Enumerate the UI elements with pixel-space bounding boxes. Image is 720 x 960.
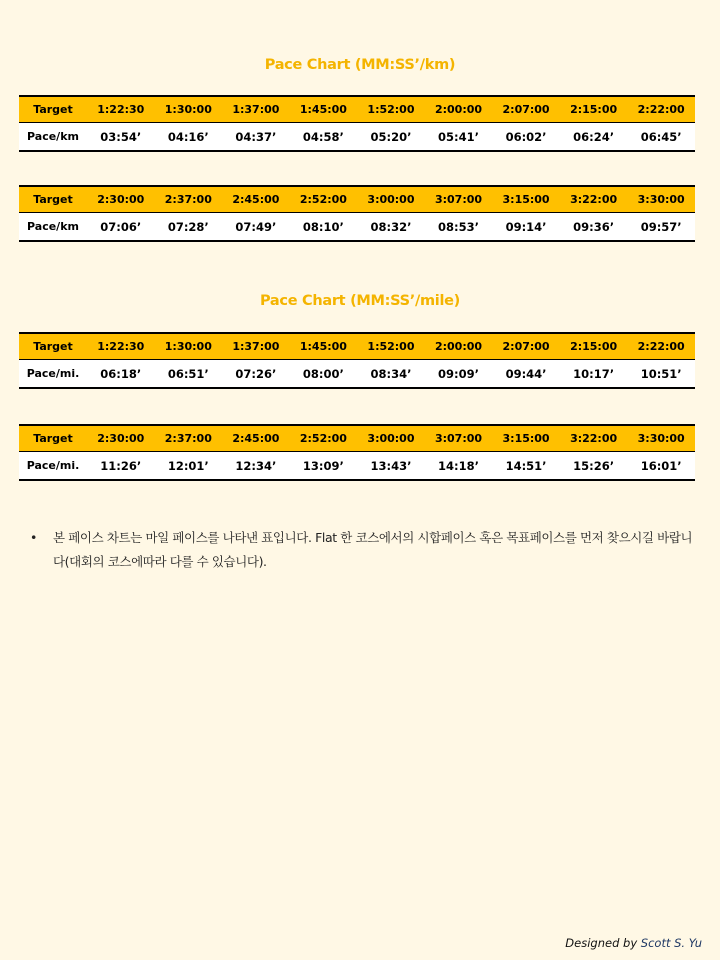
target-cell: 3:00:00 <box>357 186 425 213</box>
pace-cell: 03:54’ <box>87 123 155 152</box>
target-cell: 1:45:00 <box>290 96 358 123</box>
km-pace-table-2 <box>19 185 695 242</box>
target-label: Target <box>19 425 87 452</box>
credit-author: Scott S. Yu <box>640 936 702 950</box>
target-row <box>19 425 695 452</box>
pace-cell: 14:18’ <box>425 452 493 481</box>
pace-row <box>19 213 695 242</box>
pace-cell: 08:10’ <box>290 213 358 242</box>
target-label: Target <box>19 186 87 213</box>
km-chart-title: Pace Chart (MM:SS’/km) <box>264 57 456 73</box>
pace-cell: 07:49’ <box>222 213 290 242</box>
pace-row <box>19 123 695 152</box>
pace-cell: 05:20’ <box>357 123 425 152</box>
pace-label: Pace/km <box>19 123 87 152</box>
target-cell: 3:07:00 <box>425 186 493 213</box>
pace-cell: 12:01’ <box>155 452 223 481</box>
pace-cell: 08:34’ <box>357 360 425 389</box>
mile-chart-title: Pace Chart (MM:SS’/mile) <box>259 293 460 309</box>
target-cell: 3:15:00 <box>492 186 560 213</box>
pace-cell: 06:24’ <box>560 123 628 152</box>
pace-cell: 09:57’ <box>627 213 695 242</box>
pace-cell: 06:51’ <box>155 360 223 389</box>
pace-cell: 07:06’ <box>87 213 155 242</box>
km-pace-table-1 <box>19 95 695 152</box>
target-cell: 1:22:30 <box>87 333 155 360</box>
target-cell: 1:52:00 <box>357 96 425 123</box>
target-label: Target <box>19 96 87 123</box>
target-cell: 1:22:30 <box>87 96 155 123</box>
pace-row <box>19 360 695 389</box>
target-cell: 2:07:00 <box>492 333 560 360</box>
target-cell: 2:15:00 <box>560 96 628 123</box>
target-cell: 2:22:00 <box>627 96 695 123</box>
target-cell: 2:45:00 <box>222 425 290 452</box>
target-cell: 3:30:00 <box>627 425 695 452</box>
target-cell: 1:37:00 <box>222 333 290 360</box>
target-cell: 1:52:00 <box>357 333 425 360</box>
pace-label: Pace/mi. <box>19 360 87 389</box>
target-cell: 2:22:00 <box>627 333 695 360</box>
pace-cell: 04:37’ <box>222 123 290 152</box>
target-label: Target <box>19 333 87 360</box>
pace-cell: 07:26’ <box>222 360 290 389</box>
bullet-icon: • <box>30 530 37 545</box>
target-cell: 2:00:00 <box>425 333 493 360</box>
target-row <box>19 96 695 123</box>
target-cell: 3:22:00 <box>560 186 628 213</box>
pace-cell: 06:02’ <box>492 123 560 152</box>
target-row <box>19 333 695 360</box>
pace-cell: 16:01’ <box>627 452 695 481</box>
target-cell: 2:37:00 <box>155 425 223 452</box>
credit-prefix: Designed by <box>565 936 638 950</box>
target-cell: 2:30:00 <box>87 425 155 452</box>
pace-row <box>19 452 695 481</box>
pace-label: Pace/km <box>19 213 87 242</box>
pace-cell: 13:09’ <box>290 452 358 481</box>
target-cell: 1:37:00 <box>222 96 290 123</box>
target-cell: 1:30:00 <box>155 333 223 360</box>
note-text: 본 페이스 차트는 마일 페이스를 나타낸 표입니다. Flat 한 코스에서의 시합페이스 혹은 목표페이스를 먼저 찾으시길 바랍니다(대회의 코스에따라 다를 수 있습니다). <box>53 530 693 569</box>
pace-cell: 15:26’ <box>560 452 628 481</box>
designer-credit <box>565 936 702 950</box>
pace-cell: 09:44’ <box>492 360 560 389</box>
pace-cell: 08:32’ <box>357 213 425 242</box>
target-cell: 1:45:00 <box>290 333 358 360</box>
pace-cell: 09:14’ <box>492 213 560 242</box>
pace-cell: 13:43’ <box>357 452 425 481</box>
target-cell: 3:30:00 <box>627 186 695 213</box>
pace-cell: 10:17’ <box>560 360 628 389</box>
target-cell: 1:30:00 <box>155 96 223 123</box>
pace-cell: 08:00’ <box>290 360 358 389</box>
pace-cell: 05:41’ <box>425 123 493 152</box>
pace-cell: 04:58’ <box>290 123 358 152</box>
pace-cell: 12:34’ <box>222 452 290 481</box>
target-cell: 2:45:00 <box>222 186 290 213</box>
target-cell: 2:00:00 <box>425 96 493 123</box>
target-row <box>19 186 695 213</box>
target-cell: 2:37:00 <box>155 186 223 213</box>
mile-pace-table-2 <box>19 424 695 481</box>
target-cell: 3:07:00 <box>425 425 493 452</box>
target-cell: 3:00:00 <box>357 425 425 452</box>
pace-cell: 09:36’ <box>560 213 628 242</box>
target-cell: 2:30:00 <box>87 186 155 213</box>
target-cell: 3:22:00 <box>560 425 628 452</box>
pace-cell: 10:51’ <box>627 360 695 389</box>
pace-cell: 08:53’ <box>425 213 493 242</box>
pace-cell: 07:28’ <box>155 213 223 242</box>
target-cell: 2:52:00 <box>290 425 358 452</box>
pace-cell: 11:26’ <box>87 452 155 481</box>
target-cell: 3:15:00 <box>492 425 560 452</box>
pace-label: Pace/mi. <box>19 452 87 481</box>
pace-cell: 06:18’ <box>87 360 155 389</box>
target-cell: 2:15:00 <box>560 333 628 360</box>
pace-cell: 14:51’ <box>492 452 560 481</box>
pace-cell: 06:45’ <box>627 123 695 152</box>
mile-pace-table-1 <box>19 332 695 389</box>
pace-cell: 04:16’ <box>155 123 223 152</box>
target-cell: 2:07:00 <box>492 96 560 123</box>
pace-cell: 09:09’ <box>425 360 493 389</box>
target-cell: 2:52:00 <box>290 186 358 213</box>
